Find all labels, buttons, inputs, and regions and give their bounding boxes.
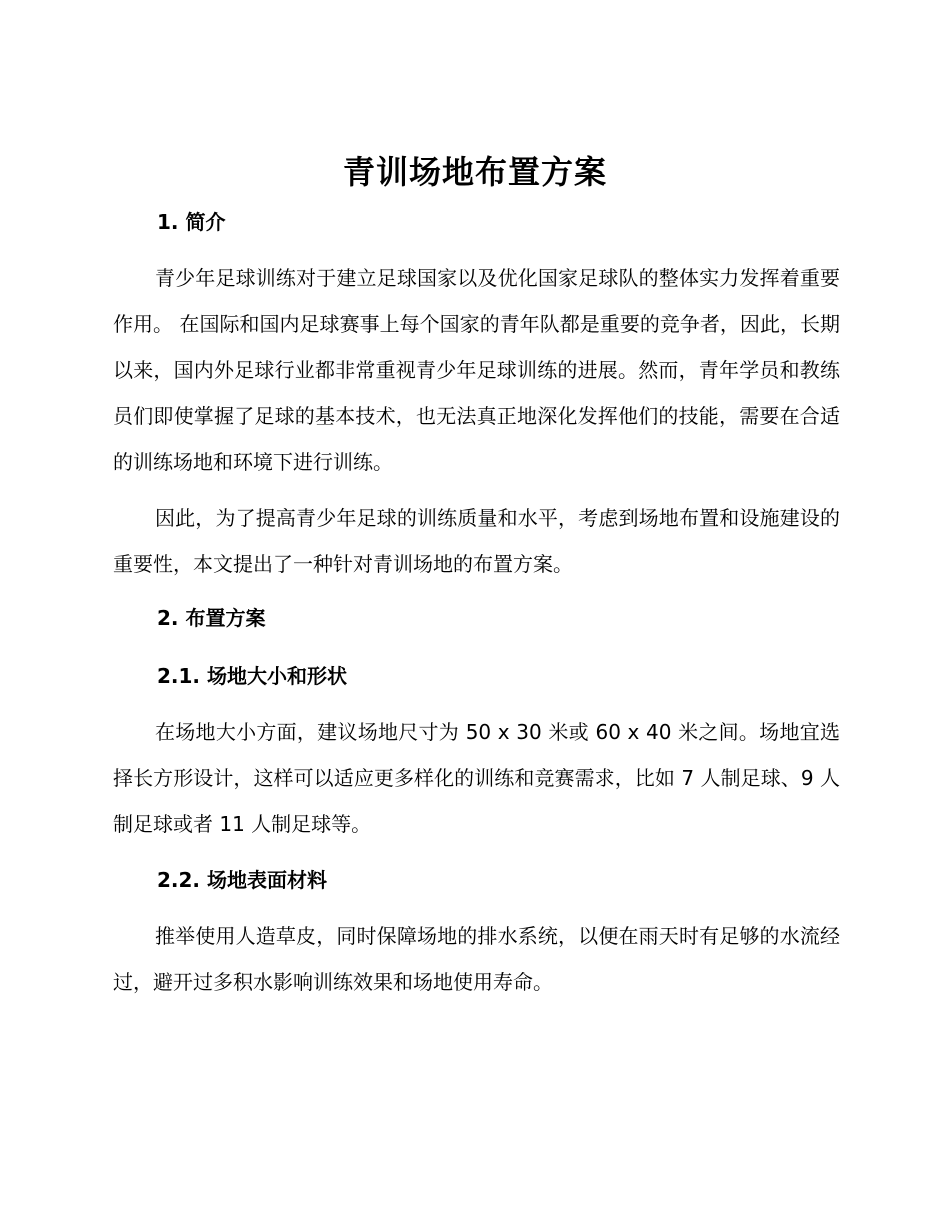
document-title: 青训场地布置方案 (342, 153, 607, 191)
size-and-shape-paragraph: 在场地大小方面，建议场地尺寸为 50 x 30 米或 60 x 40 米之间。场地宜选择长方形设计，这样可以适应更多样化的训练和竞赛需求，比如 7 人制足球、9 人制足球或者 11 人制足球等。 (113, 720, 840, 836)
subsection-heading-surface-material: 2.2. 场地表面材料 (157, 868, 327, 892)
introduction-paragraph-1: 青少年足球训练对于建立足球国家以及优化国家足球队的整体实力发挥着重要作用。 在国际和国内足球赛事上每个国家的青年队都是重要的竞争者，因此，长期以来，国内外足球行业都非常重视青少年足球训练的进展。然而，青年学员和教练员们即使掌握了足球的基本技术，也无法真正地深化发挥他们的技能，需要在合适的训练场地和环境下进行训练。 (113, 266, 840, 474)
section-heading-layout-plan: 2. 布置方案 (157, 606, 266, 630)
surface-material-paragraph: 推举使用人造草皮，同时保障场地的排水系统，以便在雨天时有足够的水流经过，避开过多积水影响训练效果和场地使用寿命。 (113, 924, 840, 994)
subsection-heading-size-and-shape: 2.1. 场地大小和形状 (157, 664, 347, 688)
introduction-paragraph-2: 因此，为了提高青少年足球的训练质量和水平，考虑到场地布置和设施建设的重要性，本文提出了一种针对青训场地的布置方案。 (113, 506, 840, 576)
section-heading-introduction: 1. 简介 (157, 210, 226, 234)
